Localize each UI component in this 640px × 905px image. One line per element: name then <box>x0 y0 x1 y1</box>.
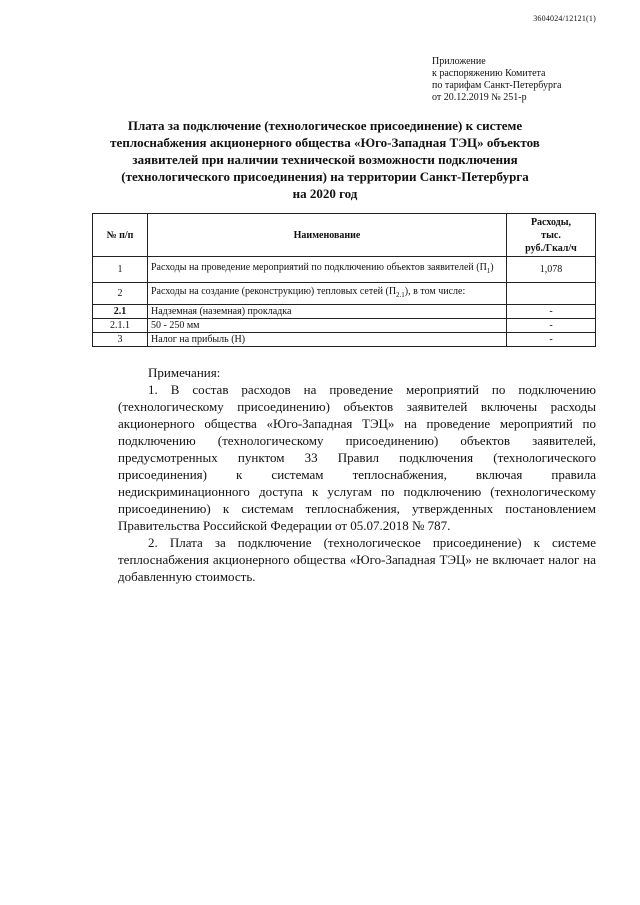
appendix-line: по тарифам Санкт-Петербурга <box>432 80 562 91</box>
header-name: Наименование <box>148 214 507 257</box>
row-num: 1 <box>93 257 148 283</box>
title-line: теплоснабжения акционерного общества «Юго-Западная ТЭЦ» объектов <box>110 135 540 150</box>
appendix-line: от 20.12.2019 № 251-р <box>432 92 527 103</box>
header-value-line: руб./Гкал/ч <box>525 242 577 254</box>
title-line: Плата за подключение (технологическое присоединение) к системе <box>127 118 523 133</box>
table-row <box>93 257 596 283</box>
appendix-line: к распоряжению Комитета <box>432 68 546 79</box>
cost-table <box>92 213 596 347</box>
note-item: 1. В состав расходов на проведение мероприятий по подключению (технологическому присоединению) объектов заявителей включены расходы акционерного общества «Юго-Западная ТЭЦ» на проведение мероприятий по подключению (технологическому присоединению) объектов заявителей, предусмотренных пунктом 33 Правил подключения (технологического присоединения) к системам теплоснабжения, включая правила недискриминационного доступа к услугам по подключению (технологическому присоединению) к системам теплоснабжения, утвержденных постановлением Правительства Российской Федерации от 05.07.2018 № 787. <box>118 382 596 533</box>
appendix-block <box>432 56 602 104</box>
row-num: 2 <box>93 283 148 305</box>
row-name-subscript: 1 <box>486 267 491 275</box>
row-name: Надземная (наземная) прокладка <box>148 305 507 319</box>
row-name: Налог на прибыль (Н) <box>148 333 507 347</box>
title-line: на 2020 год <box>292 186 358 201</box>
row-value <box>507 283 596 305</box>
appendix-line: Приложение <box>432 56 486 67</box>
table-row <box>93 319 596 333</box>
header-value <box>507 214 596 257</box>
row-value: - <box>507 319 596 333</box>
row-name-subscript: 2.1 <box>396 291 405 299</box>
table-header-row <box>93 214 596 257</box>
notes-heading: Примечания: <box>148 365 221 380</box>
header-num: № п/п <box>93 214 148 257</box>
row-name-text-end: ), в том числе: <box>404 286 466 297</box>
row-name-text-end: ) <box>490 262 494 273</box>
title-line: (технологического присоединения) на территории Санкт-Петербурга <box>121 169 529 184</box>
row-name-text: Расходы на проведение мероприятий по подключению объектов заявителей (П <box>151 262 487 273</box>
row-name-text: Расходы на создание (реконструкцию) тепловых сетей (П <box>151 286 397 297</box>
table-row <box>93 333 596 347</box>
header-value-line: Расходы, <box>530 216 572 228</box>
row-value: 1,078 <box>507 257 596 283</box>
table-row <box>93 283 596 305</box>
header-value-line: тыс. <box>541 229 561 241</box>
title-line: заявителей при наличии технической возможности подключения <box>132 152 518 167</box>
row-value: - <box>507 333 596 347</box>
note-item: 2. Плата за подключение (технологическое присоединение) к системе теплоснабжения акционерного общества «Юго-Западная ТЭЦ» не включает налог на добавленную стоимость. <box>118 535 596 584</box>
document-title <box>90 117 560 202</box>
row-name: 50 - 250 мм <box>148 319 507 333</box>
document-id: 3604024/12121(1) <box>533 14 596 23</box>
row-num: 3 <box>93 333 148 347</box>
table-row <box>93 305 596 319</box>
row-num: 2.1.1 <box>93 319 148 333</box>
row-name <box>148 257 507 283</box>
row-num: 2.1 <box>93 305 148 319</box>
row-name <box>148 283 507 305</box>
row-value: - <box>507 305 596 319</box>
notes-section <box>118 364 596 585</box>
